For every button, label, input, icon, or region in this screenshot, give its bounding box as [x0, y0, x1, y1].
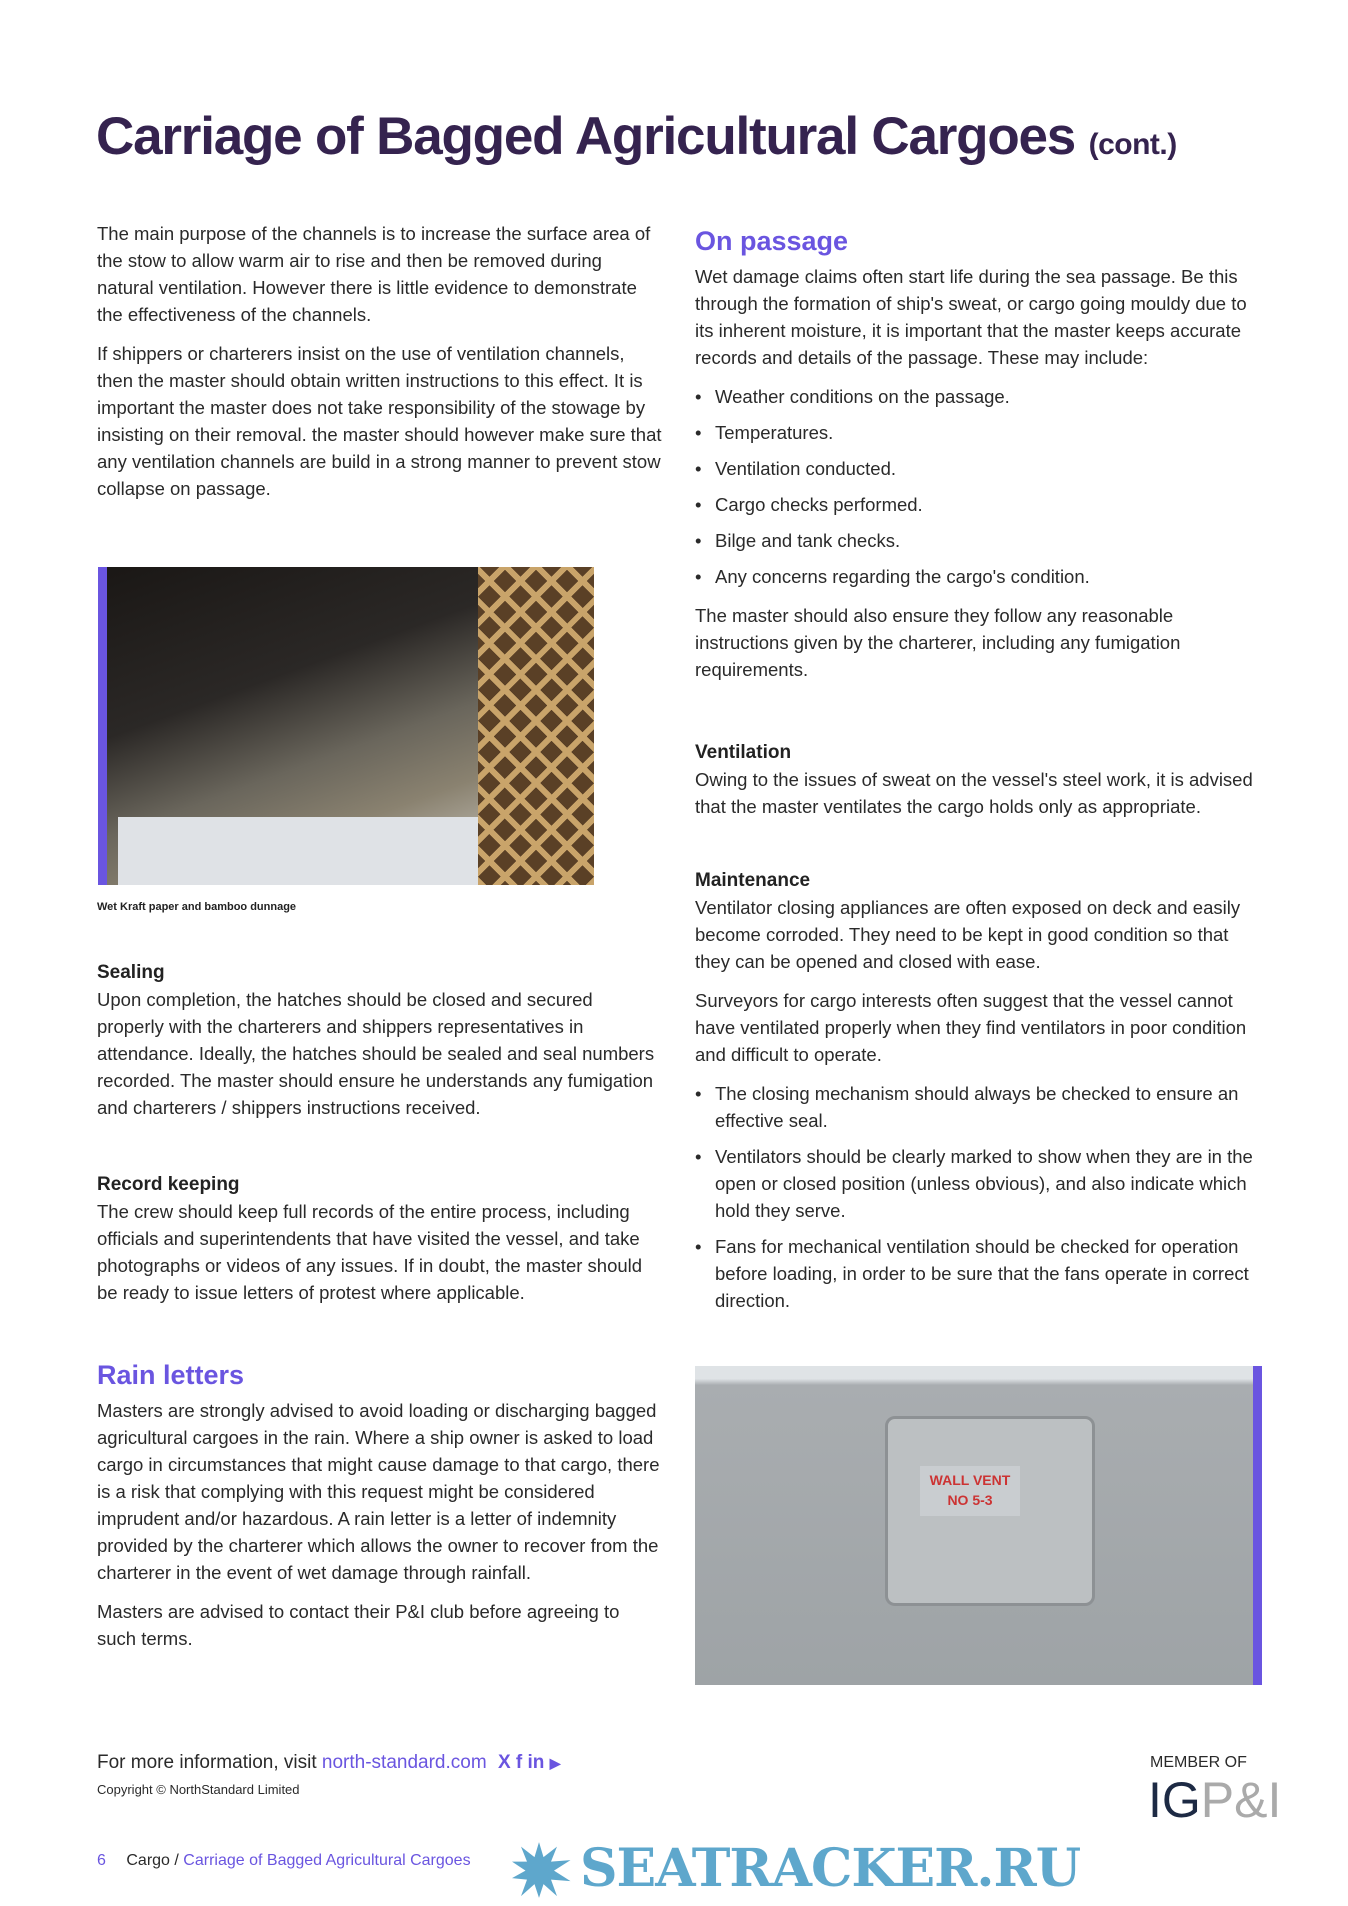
passage-list [695, 383, 1260, 590]
ventilation-section [695, 742, 1260, 832]
copyright: Copyright © NorthStandard Limited [97, 1782, 300, 1797]
member-label: MEMBER OF [1150, 1754, 1247, 1771]
paragraph: Owing to the issues of sweat on the vessel's steel work, it is advised that the master ventilates the cargo holds only as appropriate. [695, 769, 1253, 817]
paragraph: If shippers or charterers insist on the use of ventilation channels, then the master should obtain written instructions to this effect. It is important the master does not take responsibility of the stowage by insisting on their removal. the master should however make sure that any ventilation channels are build in a strong manner to prevent stow collapse on passage. [97, 343, 662, 499]
breadcrumb-page[interactable]: Carriage of Bagged Agricultural Cargoes [183, 1852, 471, 1869]
youtube-icon[interactable]: ▶ [549, 1755, 561, 1771]
info-text: For more information, visit [97, 1752, 317, 1773]
record-section [97, 1174, 662, 1318]
x-icon[interactable]: X [497, 1752, 511, 1773]
breadcrumb-section[interactable]: Cargo [126, 1852, 170, 1869]
list-item: • Ventilators should be clearly marked to show when they are in the open or closed position (unless obvious), and also indicate which hold they serve. [695, 1143, 1260, 1224]
paragraph: Surveyors for cargo interests often suggest that the vessel cannot have ventilated properly when they find ventilators in poor condition and difficult to operate. [695, 990, 1247, 1065]
paragraph: The master should also ensure they follow any reasonable instructions given by the charterer, including any fumigation requirements. [695, 605, 1181, 680]
vent-label: WALL VENT NO 5-3 [920, 1466, 1020, 1516]
paragraph: Upon completion, the hatches should be closed and secured properly with the charterers and shippers representatives in attendance. Ideally, the hatches should be sealed and seal numbers recorded. The master should ensure he understands any fumigation and charterers / shippers instructions received. [97, 989, 655, 1118]
heading: Maintenance [695, 870, 811, 891]
list-item: • Ventilation conducted. [695, 455, 1260, 482]
page-number: 6 [97, 1852, 106, 1869]
intro-section [97, 220, 662, 514]
paragraph: Masters are advised to contact their P&I club before agreeing to such terms. [97, 1601, 620, 1649]
star-watermark-icon [512, 1840, 572, 1900]
list-item: • Cargo checks performed. [695, 491, 1260, 518]
breadcrumb [97, 1852, 471, 1870]
maintenance-list [695, 1080, 1260, 1314]
list-item: • The closing mechanism should always be checked to ensure an effective seal. [695, 1080, 1260, 1134]
paragraph: Masters are strongly advised to avoid loading or discharging bagged agricultural cargoes in the rain. Where a ship owner is asked to load cargo in circumstances that might cause damage to that cargo, there is a risk that complying with this request might be considered imprudent and/or hazardous. A rain letter is a letter of indemnity provided by the charterer which allows the owner to recover from the charterer in the event of wet damage through rainfall. [97, 1400, 660, 1583]
facebook-icon[interactable]: f [515, 1752, 523, 1773]
passage-section [695, 226, 1260, 695]
linkedin-icon[interactable]: in [527, 1752, 545, 1773]
list-item: • Bilge and tank checks. [695, 527, 1260, 554]
list-item: • Fans for mechanical ventilation should be checked for operation before loading, in order to be sure that the fans operate in correct direction. [695, 1233, 1260, 1314]
photo-caption: Wet Kraft paper and bamboo dunnage [97, 901, 297, 913]
footer-info [97, 1752, 560, 1774]
heading: Rain letters [97, 1360, 245, 1390]
maintenance-section [695, 870, 1260, 1326]
list-item: • Weather conditions on the passage. [695, 383, 1260, 410]
list-item: • Any concerns regarding the cargo's condition. [695, 563, 1260, 590]
page-title: Carriage of Bagged Agricultural Cargoes (cont.) [96, 107, 1177, 166]
paragraph: The main purpose of the channels is to increase the surface area of the stow to allow warm air to rise and then be removed during natural ventilation. However there is little evidence to demonstrate the effectiveness of the channels. [97, 223, 651, 325]
rain-section [97, 1360, 662, 1664]
sealing-section [97, 962, 662, 1133]
list-item: • Temperatures. [695, 419, 1260, 446]
paragraph: Wet damage claims often start life during the sea passage. Be this through the formation of ship's sweat, or cargo going mouldy due to its inherent moisture, it is important that the master keeps accurate records and details of the passage. These may include: [695, 266, 1247, 368]
heading: Record keeping [97, 1174, 240, 1195]
heading: On passage [695, 226, 849, 256]
separator: / [174, 1852, 179, 1869]
watermark: SEATRACKER.RU [580, 1838, 1081, 1899]
ventilator-photo [695, 1366, 1262, 1685]
cargo-photo [98, 567, 594, 885]
paragraph: Ventilator closing appliances are often exposed on deck and easily become corroded. They need to be kept in good condition so that they can be opened and closed with ease. [695, 897, 1241, 972]
paragraph: The crew should keep full records of the entire process, including officials and superintendents that have visited the vessel, and take photographs or videos of any issues. If in doubt, the master should be ready to issue letters of protest where applicable. [97, 1201, 643, 1303]
heading: Ventilation [695, 742, 792, 763]
heading: Sealing [97, 962, 165, 983]
website-link[interactable]: north-standard.com [321, 1752, 487, 1773]
ig-pi-logo: IGP&I [1148, 1772, 1282, 1828]
